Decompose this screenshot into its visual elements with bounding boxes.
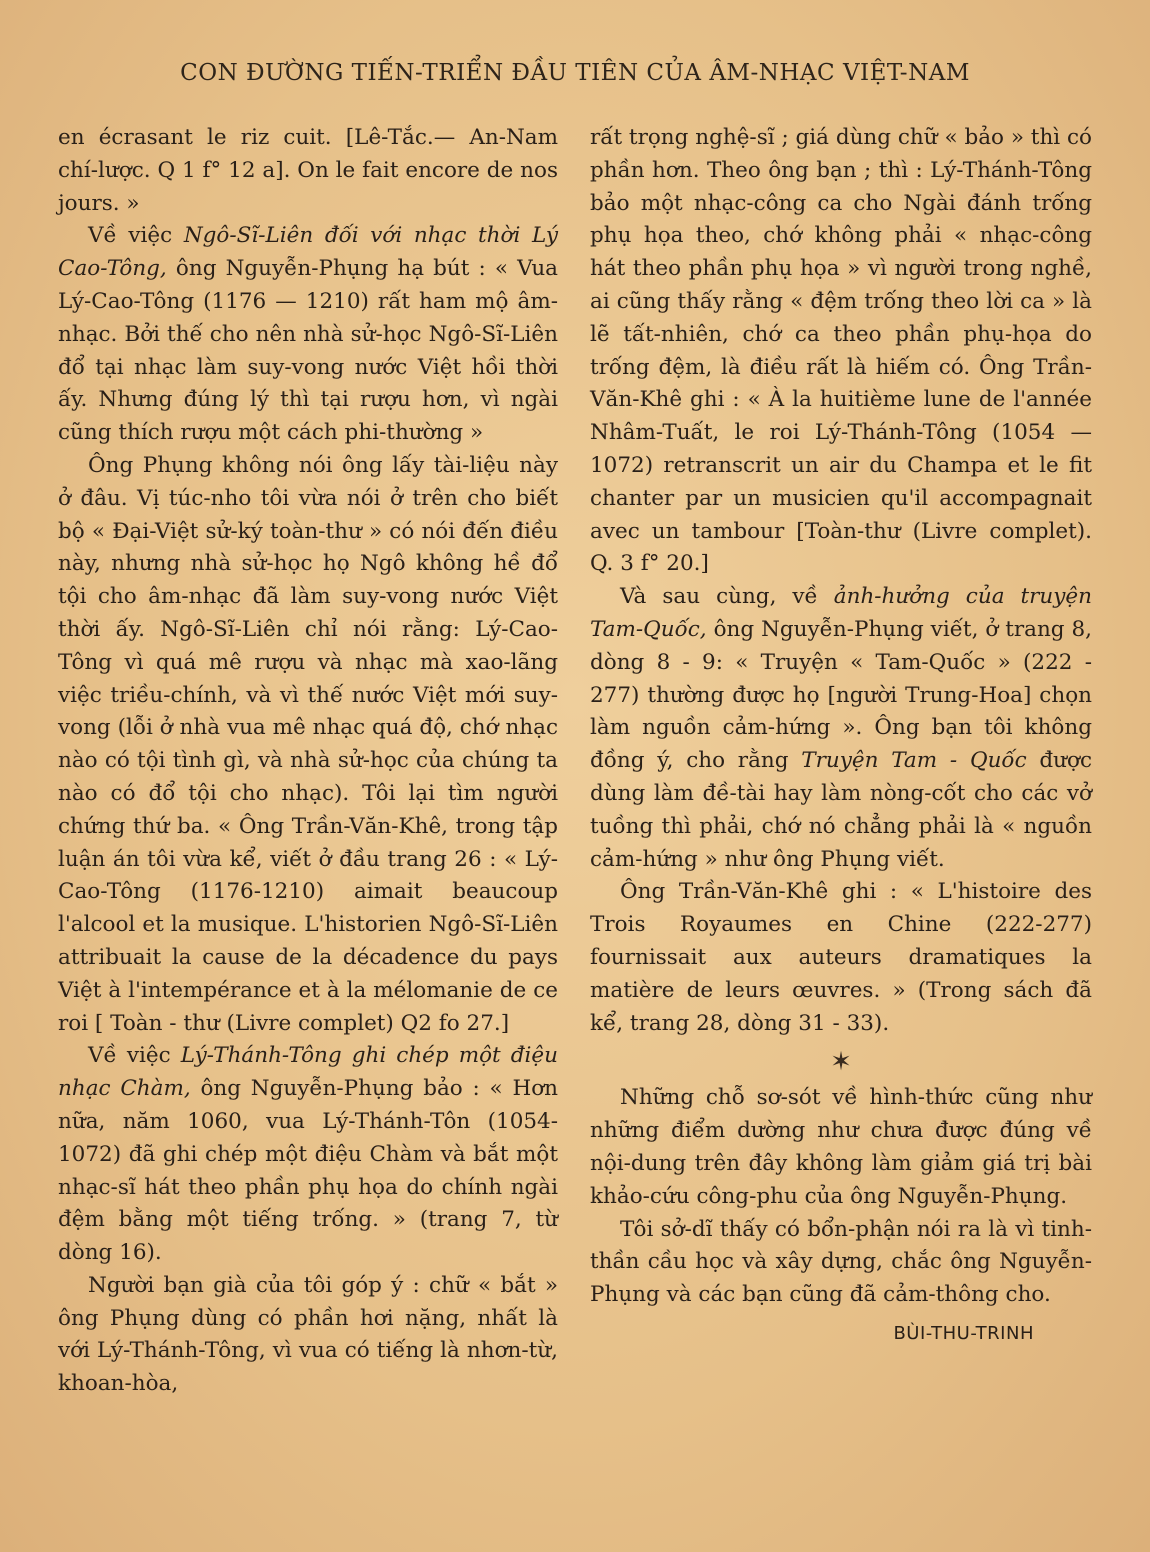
text-run: ông Nguyễn-Phụng hạ bút : « Vua Lý-Cao-Tông (1176 — 1210) rất ham mộ âm-nhạc. Bởi thế cho nên nhà sử-học Ngô-Sĩ-Liên đổ tại nhạc làm suy-vong nước Việt hồi thời ấy. Nhưng đúng lý thì tại rượu hơn, vì ngài cũng thích rượu một cách phi-thường » — [58, 256, 558, 446]
text-run: rất trọng nghệ-sĩ ; giá dùng chữ « bảo » thì có phần hơn. Theo ông bạn ; thì : Lý-Thánh-Tông bảo một nhạc-công ca cho Ngài đánh trống phụ họa theo, chớ không phải « nhạc-công hát theo phần phụ họa » vì người trong nghề, ai cũng thấy rằng « đệm trống theo lời ca » là lẽ tất-nhiên, chớ ca theo phần phụ-họa do trống đệm, là điều rất là hiếm có. Ông Trần-Văn-Khê ghi : « À la huitième lune de l'année Nhâm-Tuất, le roi Lý-Thánh-Tông (1054 — 1072) retranscrit un air du Champa et le fit chanter par un musicien qu'il accompagnait avec un tambour [Toàn-thư (Livre complet). Q. 3 f° 20.] — [590, 125, 1092, 577]
paragraph — [58, 450, 558, 1040]
italic-text: Truyện Tam - Quốc — [801, 748, 1027, 774]
text-run: Về việc — [88, 1043, 181, 1069]
page-header: CON ĐƯỜNG TIẾN-TRIỂN ĐẦU TIÊN CỦA ÂM-NHẠC VIỆT-NAM — [180, 60, 970, 86]
paragraph — [58, 1270, 558, 1401]
paragraph — [58, 1040, 558, 1270]
text-run: Và sau cùng, về — [620, 584, 834, 610]
text-run: ✶ — [830, 1047, 852, 1078]
right-column-body — [590, 122, 1092, 1312]
paragraph — [58, 122, 558, 220]
text-run: Tôi sở-dĩ thấy có bổn-phận nói ra là vì tinh-thần cầu học và xây dựng, chắc ông Nguyễn-Phụng và các bạn cũng đã cảm-thông cho. — [590, 1216, 1092, 1308]
text-run: ông Nguyễn-Phụng viết, ở trang 8, dòng 8 - 9: « Truyện « Tam-Quốc » (222 - 277) thường được họ [người Trung-Hoa] chọn làm nguồn cảm-hứng ». Ông bạn tôi không đồng ý, cho rằng — [590, 616, 1092, 774]
text-run: Về việc — [88, 223, 184, 249]
italic-text: ảnh-hưởng của truyện Tam-Quốc, — [590, 584, 1092, 642]
text-run: Ông Phụng không nói ông lấy tài-liệu này ở đâu. Vị túc-nho tôi vừa nói ở trên cho biết bộ « Đại-Việt sử-ký toàn-thư » có nói đến điều này, nhưng nhà sử-học họ Ngô không hề đổ tội cho âm-nhạc đã làm suy-vong nước Việt thời ấy. Ngô-Sĩ-Liên chỉ nói rằng: Lý-Cao-Tông vì quá mê rượu và nhạc mà xao-lãng việc triều-chính, và vì thế nước Việt mới suy-vong (lỗi ở nhà vua mê nhạc quá độ, chớ nhạc nào có tội tình gì, và nhà sử-học của chúng ta nào có đổ tội cho nhạc). Tôi lại tìm người chứng thứ ba. « Ông Trần-Văn-Khê, trong tập luận án tôi vừa kể, viết ở đầu trang 26 : « Lý-Cao-Tông (1176-1210) aimait beaucoup l'alcool et la musique. L'historien Ngô-Sĩ-Liên attribuait la cause de la décadence du pays Việt à l'intempérance et à la mélomanie de ce roi [ Toàn - thư (Livre complet) Q2 fo 27.] — [58, 452, 558, 1036]
paragraph — [590, 876, 1092, 1040]
text-run: Ông Trần-Văn-Khê ghi : « L'histoire des Trois Royaumes en Chine (222-277) fournissait aux auteurs dramatiques la matière de leurs œuvres. » (Trong sách đã kể, trang 28, dòng 31 - 33). — [590, 879, 1092, 1036]
paragraph — [58, 220, 558, 450]
text-run: Người bạn già của tôi góp ý : chữ « bắt » ông Phụng dùng có phần hơi nặng, nhất là với Lý-Thánh-Tông, vì vua có tiếng là nhơn-từ, khoan-hòa, — [58, 1272, 558, 1397]
author-signature: BÙI-THU-TRINH — [893, 1322, 1034, 1344]
ornament-star-icon — [590, 1044, 1092, 1080]
paragraph — [590, 1082, 1092, 1213]
text-run: ông Nguyễn-Phụng bảo : « Hơn nữa, năm 1060, vua Lý-Thánh-Tôn (1054-1072) đã ghi chép một điệu Chàm và bắt một nhạc-sĩ hát theo phần phụ họa do chính ngài đệm bằng một tiếng trống. » (trang 7, từ dòng 16). — [58, 1076, 558, 1266]
text-run: Những chỗ sơ-sót về hình-thức cũng như những điểm dường như chưa được đúng về nội-dung trên đây không làm giảm giá trị bài khảo-cứu công-phu của ông Nguyễn-Phụng. — [590, 1085, 1092, 1209]
paragraph — [590, 122, 1092, 581]
right-column — [590, 122, 1092, 1351]
italic-text: Ngô-Sĩ-Liên đối với nhạc thời Lý Cao-Tông, — [58, 223, 559, 282]
paragraph — [590, 1214, 1092, 1312]
text-run: en écrasant le riz cuit. [Lê-Tắc.— An-Nam chí-lược. Q 1 f° 12 a]. On le fait encore de nos jours. » — [58, 125, 558, 216]
left-column — [58, 122, 558, 1401]
text-run: được dùng làm đề-tài hay làm nòng-cốt cho các vở tuồng thì phải, chớ nó chẳng phải là « nguồn cảm-hứng » như ông Phụng viết. — [590, 748, 1092, 872]
italic-text: Lý-Thánh-Tông ghi chép một điệu nhạc Chàm, — [58, 1043, 558, 1102]
paragraph — [590, 581, 1092, 876]
